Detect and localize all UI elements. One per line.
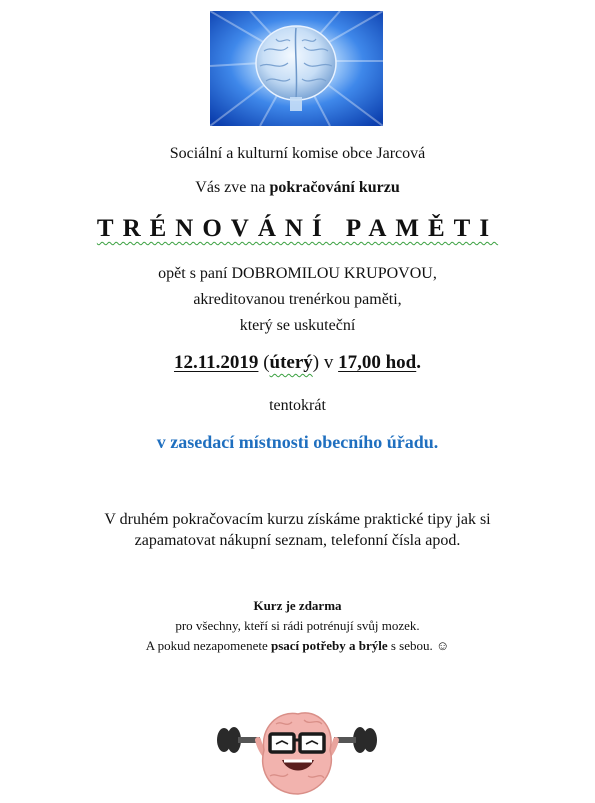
trainer-line-3: který se uskuteční <box>239 317 356 334</box>
trainer-line-2: akreditovanou trenérkou paměti, <box>193 291 402 308</box>
trainer-line-1: opět s paní DOBROMILOU KRUPOVOU, <box>158 265 437 282</box>
footer-line-3-suffix: s sebou. ☺ <box>387 638 450 653</box>
footer-line-2: pro všechny, kteří si rádi potrénují svůj mozek. <box>175 618 420 633</box>
event-time: 17,00 hod <box>338 352 417 373</box>
datetime-middle: v <box>319 352 339 373</box>
page-title: TRÉNOVÁNÍ PAMĚTI <box>96 215 499 242</box>
invite-line <box>0 179 595 197</box>
paren-open: ( <box>258 352 270 373</box>
organizer-text: Sociální a kulturní komise obce Jarcová <box>169 145 426 162</box>
invite-bold: pokračování kurzu <box>269 179 400 196</box>
description-line-2: zapamatovat nákupní seznam, telefonní čísla apod. <box>134 532 461 549</box>
title-line <box>0 215 595 243</box>
free-course-text: Kurz je zdarma <box>253 598 342 613</box>
glowing-brain-photo <box>210 11 383 126</box>
invite-prefix: Vás zve na <box>195 179 270 196</box>
paren-close: ) <box>312 352 320 373</box>
cartoon-brain-lifting-dumbbells <box>212 700 382 803</box>
datetime-line <box>0 352 595 374</box>
event-date: 12.11.2019 <box>173 352 259 373</box>
footer-line-3-bold: psací potřeby a brýle <box>270 638 388 653</box>
footer-line-3 <box>0 638 595 654</box>
footer-line-3-prefix: A pokud nezapomenete <box>145 638 271 653</box>
event-day: úterý <box>269 352 313 373</box>
tentokrat-text: tentokrát <box>269 397 326 414</box>
datetime-dot: . <box>416 352 421 373</box>
description-line-1: V druhém pokračovacím kurzu získáme praktické tipy jak si <box>104 511 491 528</box>
venue-text: v zasedací místnosti obecního úřadu. <box>156 432 439 452</box>
